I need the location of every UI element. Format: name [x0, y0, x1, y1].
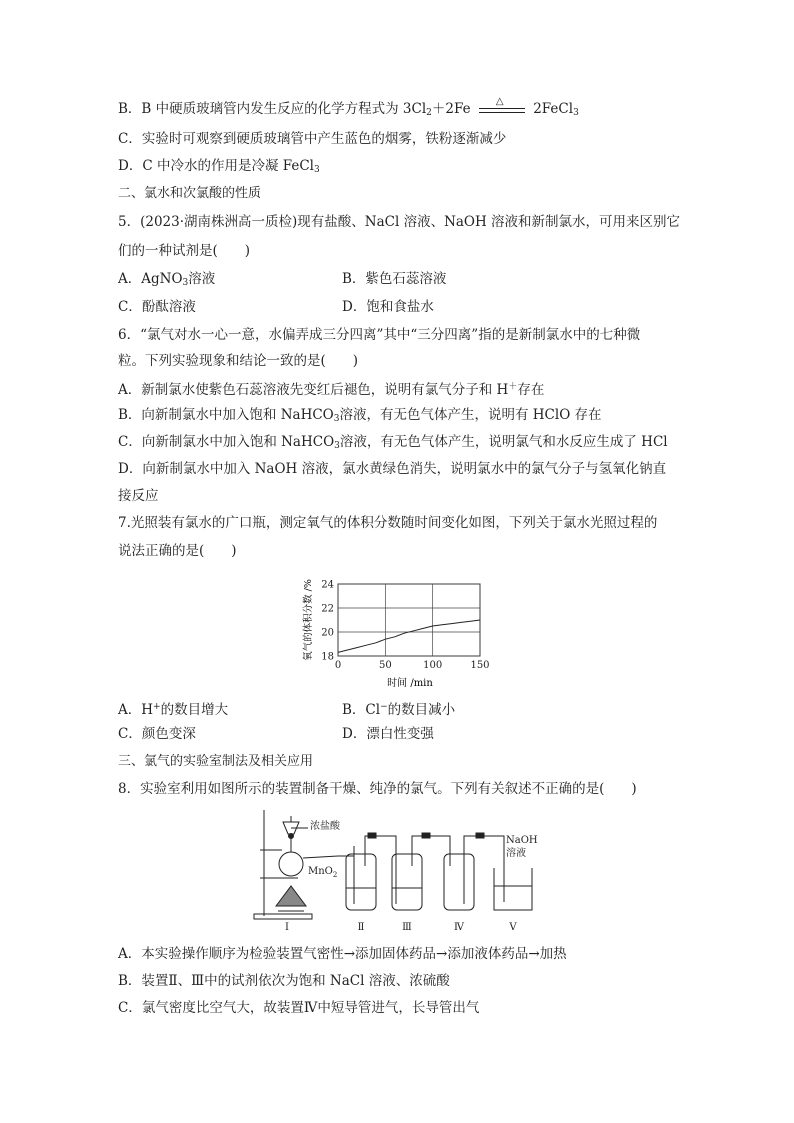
q4b-fe: ＋2Fe: [431, 101, 471, 117]
acid-label: 浓盐酸: [310, 821, 340, 832]
q4-option-c: C．实验时可观察到硬质玻璃管中产生蓝色的烟雾，铁粉逐渐减少: [118, 131, 507, 147]
naoh-label-1: NaOH: [506, 835, 538, 846]
o2-series-line: [338, 620, 480, 652]
y-tick-label: 20: [321, 627, 334, 639]
q7b-text: B．Cl: [342, 702, 381, 718]
q5-option-c: C．酚酞溶液: [118, 299, 196, 315]
q5-option-d: D．饱和食盐水: [342, 299, 434, 315]
q4b-text: B．B 中硬质玻璃管内发生反应的化学方程式为 3Cl: [118, 101, 427, 117]
q6-option-d-2: 接反应: [118, 488, 159, 504]
x-tick-label: 50: [378, 660, 392, 671]
y-tick-label: 18: [321, 651, 334, 663]
y-tick-label: 24: [321, 579, 334, 591]
reaction-condition: [479, 95, 525, 117]
q4b-product: 2FeCl: [533, 101, 574, 117]
q7a-suffix: 的数目增大: [160, 702, 229, 718]
chlorine-apparatus-diagram: [250, 806, 550, 936]
x-tick-label: 100: [423, 660, 443, 671]
beaker-v: [494, 856, 532, 910]
q7-stem-2: 说法正确的是( ): [118, 543, 237, 559]
y-tick-label: 22: [321, 603, 334, 615]
mno2-label: MnO$_2$: [308, 866, 338, 879]
q6b-suffix: 溶液，有无色气体产生，说明有 HClO 存在: [339, 407, 602, 423]
q7a-text: A．H: [118, 702, 154, 718]
q5a-suffix: 溶液: [188, 271, 216, 287]
bottle-iv: [444, 846, 474, 910]
q5-stem-1: 5．(2023·湖南株洲高一质检)现有盐酸、NaCl 溶液、NaOH 溶液和新制氯水，可用来区别它: [118, 214, 681, 230]
q5a-text: A．AgNO: [118, 271, 183, 287]
label-iv: Ⅳ: [454, 922, 464, 933]
label-i: Ⅰ: [285, 922, 289, 933]
q6-stem-1: 6．“氯气对水一心一意，水偏弄成三分四离”其中“三分四离”指的是新制氯水中的七种微: [118, 327, 641, 343]
q8-option-c: C．氯气密度比空气大，故装置Ⅳ中短导管进气，长导管出气: [118, 1000, 480, 1016]
q4d-sub: 3: [314, 165, 320, 175]
section-3-title: 三、氯气的实验室制法及相关应用: [118, 754, 314, 769]
q5-option-a: [118, 270, 215, 292]
heat-symbol: △: [495, 95, 504, 107]
q6-option-a: [118, 378, 544, 399]
bottle-iii: [392, 846, 422, 910]
q8-option-a: A．本实验操作顺序为检验装置气密性→添加固体药品→添加液体药品→加热: [118, 946, 567, 962]
q6-option-c: [118, 433, 668, 455]
q7-option-c: C．颜色变深: [118, 726, 196, 742]
x-tick-label: 0: [334, 660, 342, 671]
x-tick-label: 150: [470, 660, 490, 671]
q5-stem-2: 们的一种试剂是( ): [118, 243, 251, 259]
q6-option-d-1: D．向新制氯水中加入 NaOH 溶液，氯水黄绿色消失，说明氯水中的氯气分子与氢氧化钠直: [118, 461, 667, 477]
q6a-suffix: 存在: [517, 382, 545, 398]
q6-option-b: [118, 406, 602, 428]
q4b-product-sub: 3: [573, 108, 579, 118]
q6-stem-2: 粒。下列实验现象和结论一致的是( ): [118, 353, 359, 369]
q8-stem: 8．实验室利用如图所示的装置制备干燥、纯净的氯气。下列有关叙述不正确的是( ): [118, 781, 637, 797]
q5-option-b: B．紫色石蕊溶液: [342, 271, 447, 287]
chart-y-label: 氧气的体积分数 /%: [303, 579, 314, 661]
q5a-sub: 3: [182, 278, 189, 288]
q6c-suffix: 溶液，有无色气体产生，说明氯气和水反应生成了 HCl: [339, 434, 668, 450]
q6c-sub: 3: [334, 441, 340, 451]
q4d-text: D．C 中冷水的作用是冷凝 FeCl: [118, 158, 315, 174]
q7b-suffix: 的数目减小: [387, 702, 456, 718]
label-v: Ⅴ: [509, 922, 517, 933]
q7-stem-1: 7.光照装有氯水的广口瓶，测定氧气的体积分数随时间变化如图，下列关于氯水光照过程的: [118, 515, 658, 531]
chart-frame: [338, 584, 480, 656]
naoh-label-2: 溶液: [506, 848, 526, 859]
label-ii: Ⅱ: [357, 922, 365, 933]
q7-option-d: D．漂白性变强: [342, 726, 434, 742]
q7a-sup: +: [153, 702, 161, 712]
chart-x-label: 时间 /min: [387, 678, 433, 689]
q7-option-a: [118, 698, 228, 719]
q8-option-b: B．装置Ⅱ、Ⅲ中的试剂依次为饱和 NaCl 溶液、浓硫酸: [118, 973, 450, 989]
oxygen-fraction-chart: [290, 572, 510, 690]
q6b-text: B．向新制氯水中加入饱和 NaHCO: [118, 407, 334, 423]
section-2-title: 二、氯水和次氯酸的性质: [118, 186, 262, 201]
q7b-sup: −: [380, 702, 388, 712]
q6a-sup: ＋: [508, 382, 518, 392]
q7-option-b: [342, 698, 455, 719]
q6b-sub: 3: [333, 414, 340, 424]
q6a-text: A．新制氯水使紫色石蕊溶液先变红后褪色，说明有氯气分子和 H: [118, 382, 509, 398]
q4-option-b: [118, 95, 579, 122]
q4b-sub: 2: [426, 108, 432, 118]
label-iii: Ⅲ: [402, 922, 412, 933]
q4-option-d: [118, 157, 320, 179]
q6c-text: C．向新制氯水中加入饱和 NaHCO: [118, 434, 335, 450]
